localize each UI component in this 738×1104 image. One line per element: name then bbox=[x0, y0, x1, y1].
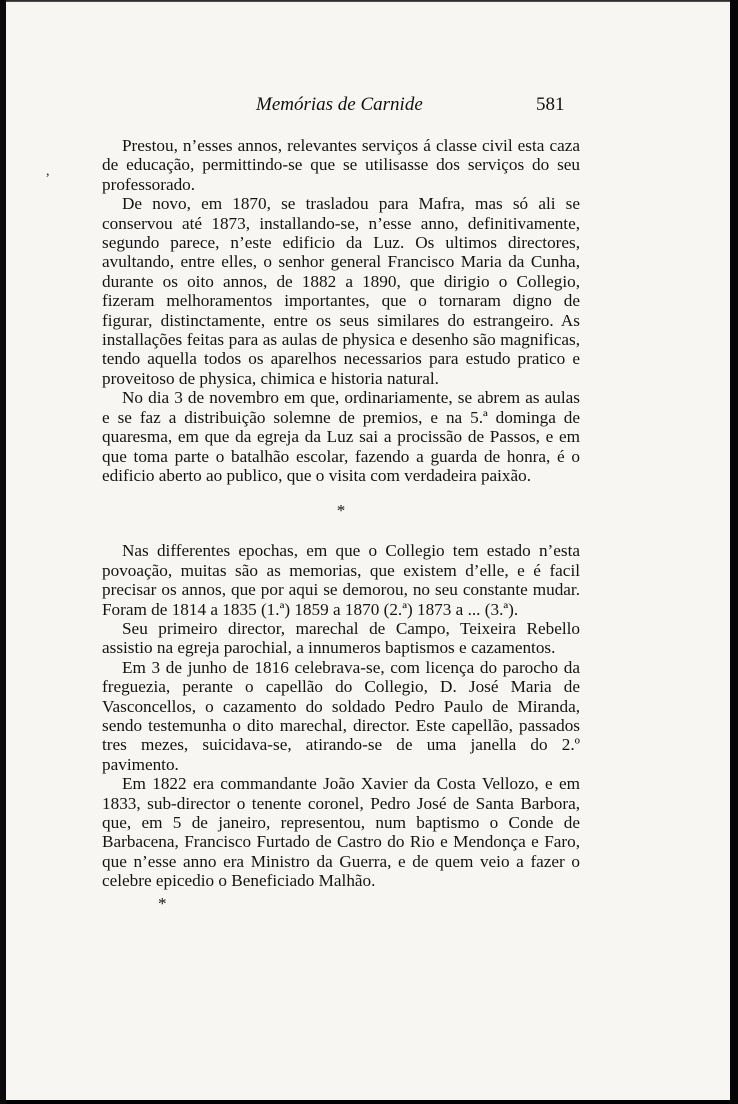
end-mark: * bbox=[158, 893, 167, 913]
page-number: 581 bbox=[536, 94, 565, 115]
body-text bbox=[102, 136, 580, 915]
book-page bbox=[6, 2, 730, 1100]
paragraph: De novo, em 1870, se trasladou para Mafra, mas só ali se conservou até 1873, installando-se, n’esse anno, definitivamente, segundo parece, n’este edificio da Luz. Os ultimos directores, avultando, entre elles, o senhor general Francisco Maria da Cunha, durante os oito annos, de 1882 a 1890, que dirigio o Collegio, fizeram melhoramentos importantes, que o tornaram digno de figurar, distinctamente, entre os seus similares do estrangeiro. As installações feitas para as aulas de physica e desenho são magnificas, tendo aquella todos os aparelhos necessarios para estudo pratico e proveitoso de physica, chimica e historia natural. bbox=[102, 194, 580, 388]
section-separator: * bbox=[336, 501, 346, 521]
paragraph: No dia 3 de novembro em que, ordinariamente, se abrem as aulas e se faz a distribuição solemne de premios, e na 5.ª dominga de quaresma, em que da egreja da Luz sai a procissão de Passos, e em que toma parte o batalhão escolar, fazendo a guarda de honra, é o edificio aberto ao publico, que o visita com verdadeira paixão. bbox=[102, 388, 580, 485]
margin-mark: , bbox=[46, 164, 50, 179]
paragraph: Seu primeiro director, marechal de Campo, Teixeira Rebello assistio na egreja parochial, a innumeros baptismos e cazamentos. bbox=[102, 618, 580, 658]
paragraph: Prestou, n’esses annos, relevantes serviços á classe civil esta caza de educação, permittindo-se que se utilisasse dos serviços do seu professorado. bbox=[102, 136, 580, 194]
paragraph: Nas differentes epochas, em que o Collegio tem estado n’esta povoação, muitas são as memorias, que existem d’elle, e é facil precisar os annos, que por aqui se demorou, no seu constante mudar. Foram de 1814 a 1835 (1.ª) 1859 a 1870 (2.ª) 1873 a ... (3.ª). bbox=[102, 541, 580, 619]
page-header bbox=[6, 94, 730, 120]
scan-right-edge bbox=[730, 0, 738, 1104]
paragraph: Em 3 de junho de 1816 celebrava-se, com licença do parocho da freguezia, perante o capellão do Collegio, D. José Maria de Vasconcellos, o cazamento do soldado Pedro Paulo de Miranda, sendo testemunha o dito marechal, director. Este capellão, passados tres mezes, suicidava-se, atirando-se de uma janella do 2.º pavimento. bbox=[102, 657, 580, 774]
running-title: Memórias de Carnide bbox=[256, 94, 423, 115]
paragraph: Em 1822 era commandante João Xavier da Costa Vellozo, e em 1833, sub-director o tenente coronel, Pedro José de Santa Barbora, que, em 5 de janeiro, representou, num baptismo o Conde de Barbacena, Francisco Furtado de Castro do Rio e Mendonça e Faro, que n’esse anno era Ministro da Guerra, e de quem veio a fazer o celebre epicedio o Beneficiado Malhão. bbox=[102, 774, 580, 891]
